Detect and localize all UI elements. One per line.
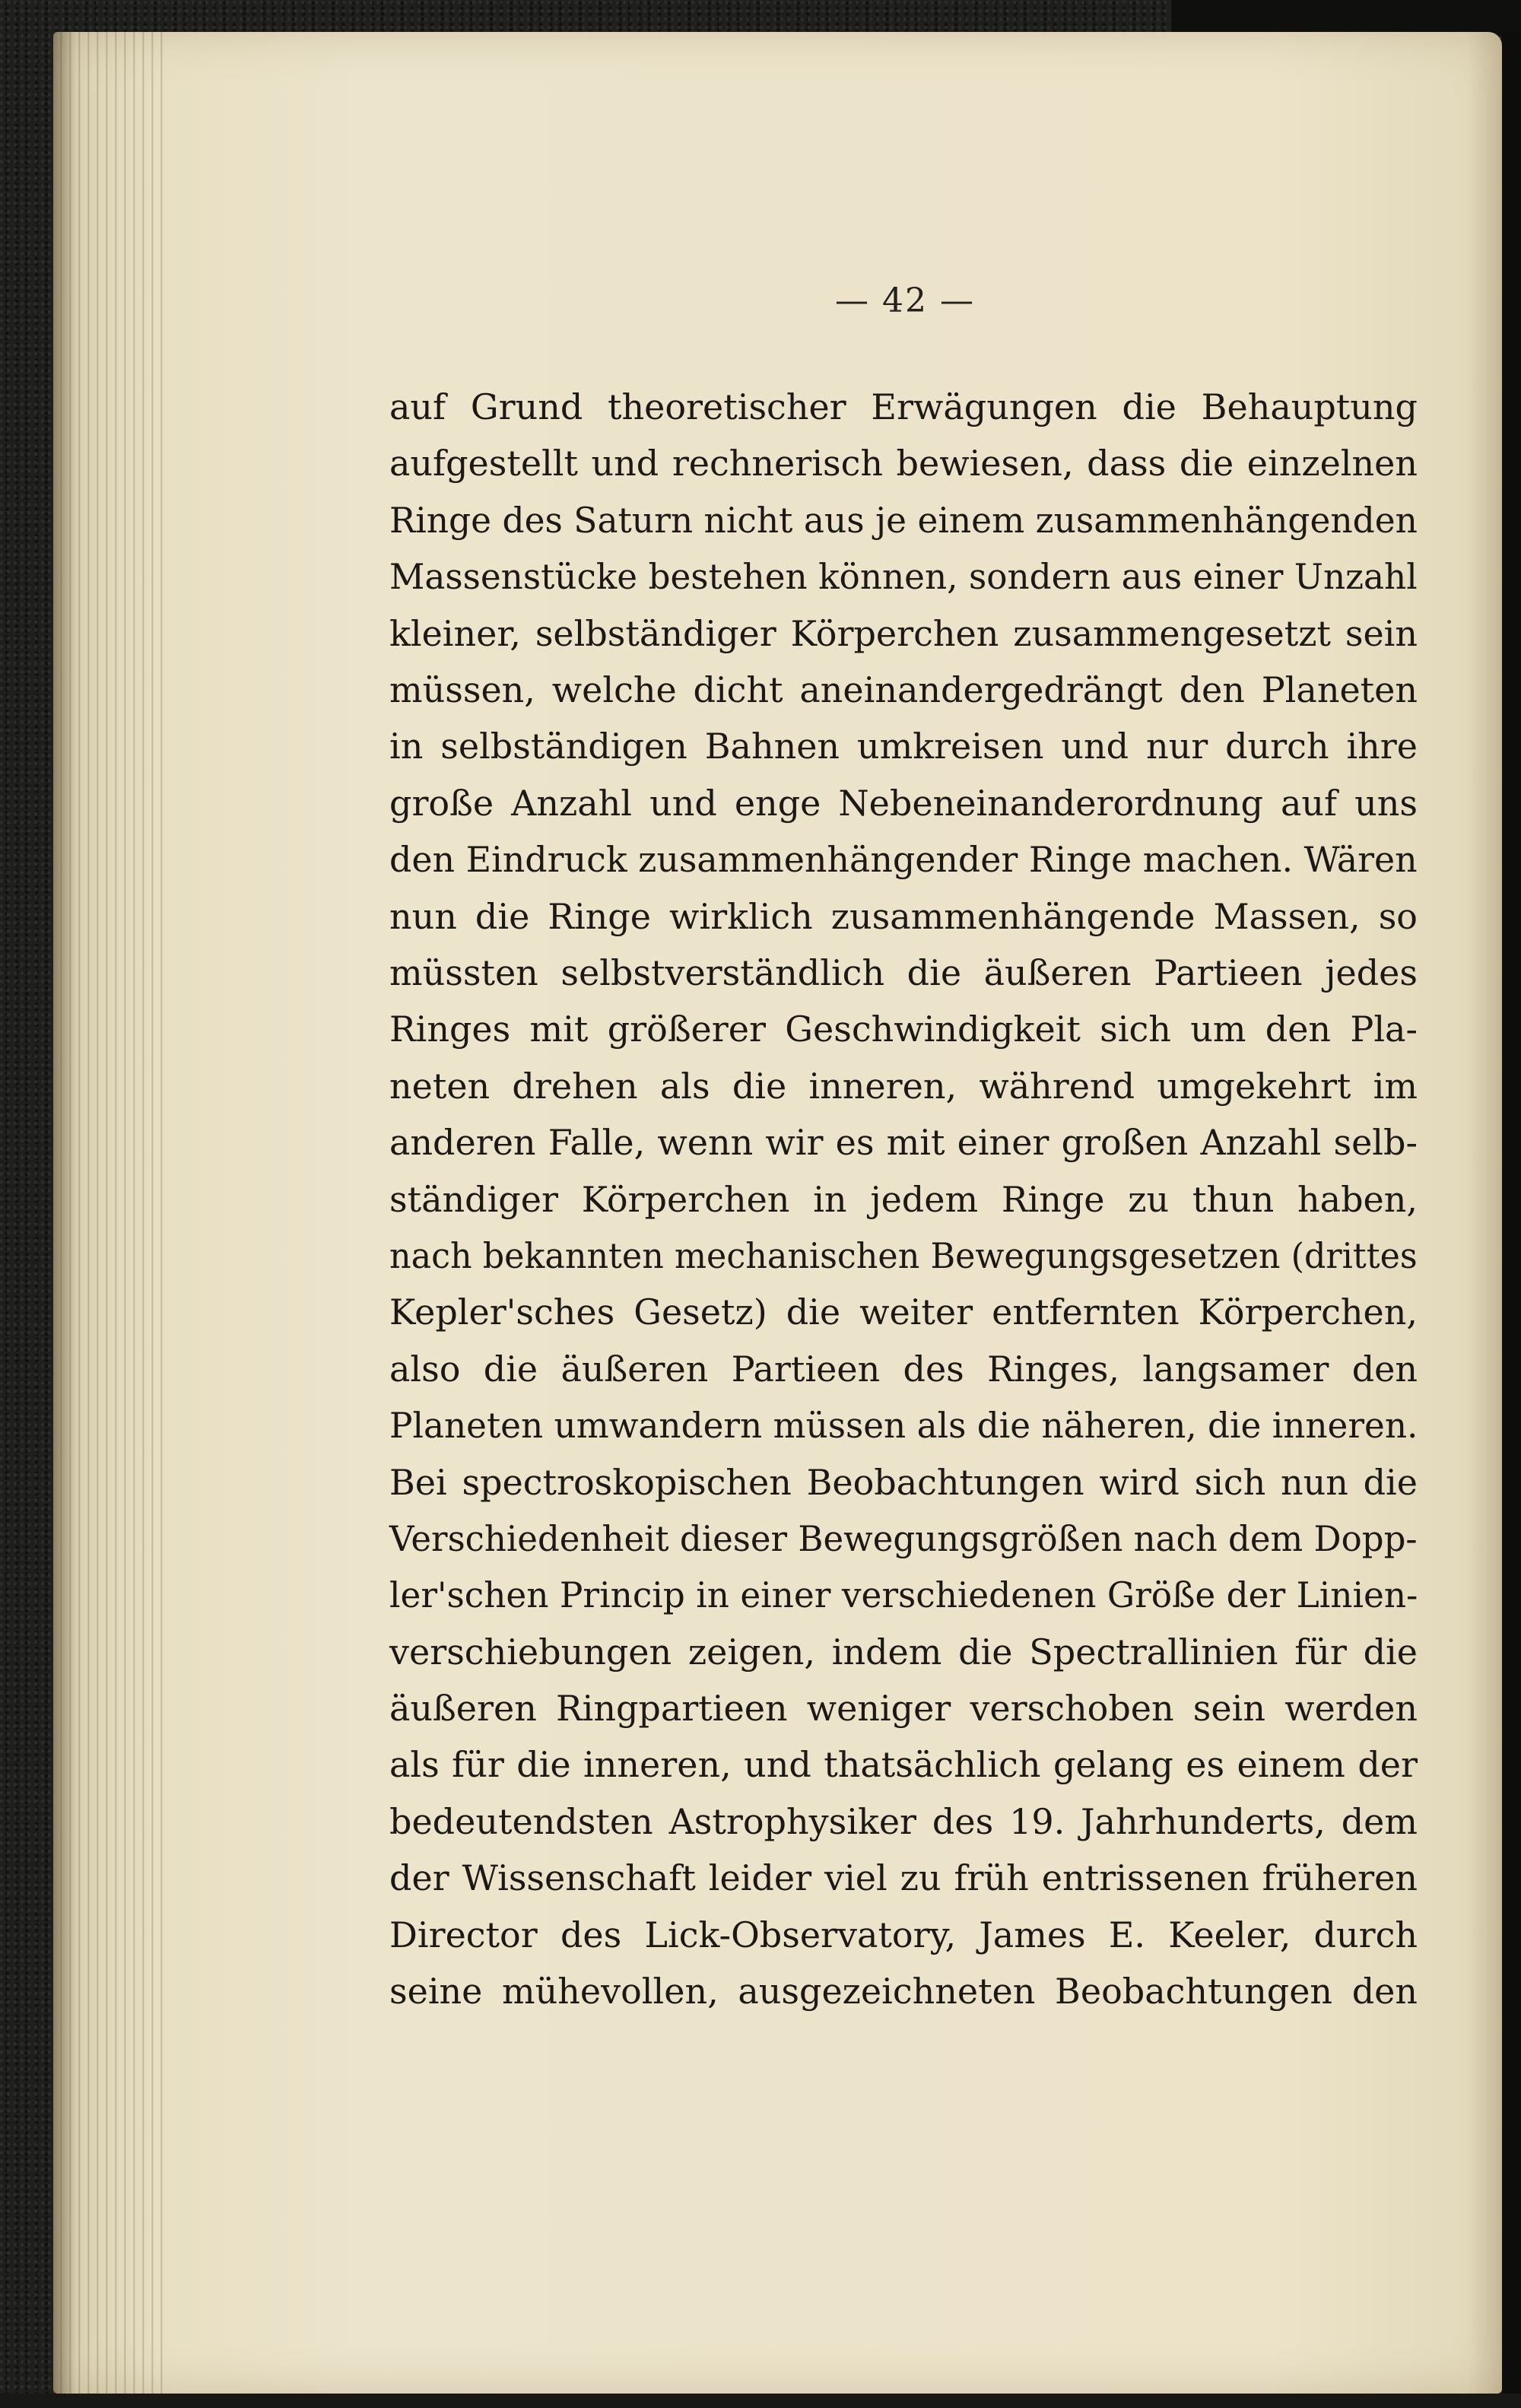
text-line: äußeren Ringpartieen weniger verschoben sein werden xyxy=(389,1688,1418,1730)
text-line: auf Grund theoretischer Erwägungen die Behauptung xyxy=(389,386,1418,427)
text-line: Director des Lick-Observatory, James E. Keeler, durch xyxy=(389,1914,1418,1955)
text-line: nun die Ringe wirklich zusammenhängende Massen, so xyxy=(389,895,1418,937)
text-line: Ringe des Saturn nicht aus je einem zusammenhängenden xyxy=(389,499,1418,541)
text-line: der Wissenschaft leider viel zu früh entrissenen früheren xyxy=(389,1857,1418,1899)
text-line: Kepler'sches Gesetz) die weiter entfernten Körperchen, xyxy=(389,1291,1418,1333)
book-binding-right xyxy=(1502,32,1521,2408)
text-line: Bei spectroskopischen Beobachtungen wird sich nun die xyxy=(389,1461,1418,1503)
text-line: seine mühevollen, ausgezeichneten Beobachtungen den xyxy=(389,1971,1418,2012)
text-line: nach bekannten mechanischen Bewegungsgesetzen (drittes xyxy=(389,1234,1418,1276)
text-line: neten drehen als die inneren, während umgekehrt im xyxy=(389,1065,1418,1107)
text-line: also die äußeren Partieen des Ringes, langsamer den xyxy=(389,1348,1418,1390)
text-line: ständiger Körperchen in jedem Ringe zu thun haben, xyxy=(389,1178,1418,1220)
body-text xyxy=(389,379,1418,2019)
text-line: als für die inneren, und thatsächlich gelang es einem der xyxy=(389,1744,1418,1786)
book-binding-bottom xyxy=(0,2394,1521,2408)
text-line: Planeten umwandern müssen als die näheren, die inneren. xyxy=(389,1405,1418,1447)
text-line: große Anzahl und enge Nebeneinanderordnung auf uns xyxy=(389,782,1418,824)
text-line: verschiebungen zeigen, indem die Spectrallinien für die xyxy=(389,1631,1418,1673)
page-number: — 42 — xyxy=(835,281,975,320)
text-line: in selbständigen Bahnen umkreisen und nur durch ihre xyxy=(389,726,1418,767)
gutter-shadow xyxy=(53,32,76,2394)
text-line: müssen, welche dicht aneinandergedrängt den Planeten xyxy=(389,669,1418,710)
text-line: kleiner, selbständiger Körperchen zusammengesetzt sein xyxy=(389,612,1418,654)
text-line: Verschiedenheit dieser Bewegungsgrößen nach dem Dopp- xyxy=(389,1517,1418,1559)
book-cover-edge xyxy=(1171,0,1521,37)
text-line: ler'schen Princip in einer verschiedenen Größe der Linien- xyxy=(389,1574,1418,1616)
text-line: Massenstücke bestehen können, sondern aus einer Unzahl xyxy=(389,556,1418,598)
text-line: bedeutendsten Astrophysiker des 19. Jahrhunderts, dem xyxy=(389,1800,1418,1842)
text-line: müssten selbstverständlich die äußeren Partieen jedes xyxy=(389,951,1418,993)
text-line: aufgestellt und rechnerisch bewiesen, dass die einzelnen xyxy=(389,443,1418,484)
text-line: den Eindruck zusammenhängender Ringe machen. Wären xyxy=(389,839,1418,881)
text-line: anderen Falle, wenn wir es mit einer großen Anzahl selb- xyxy=(389,1122,1418,1164)
text-line: Ringes mit größerer Geschwindigkeit sich um den Pla- xyxy=(389,1009,1418,1050)
